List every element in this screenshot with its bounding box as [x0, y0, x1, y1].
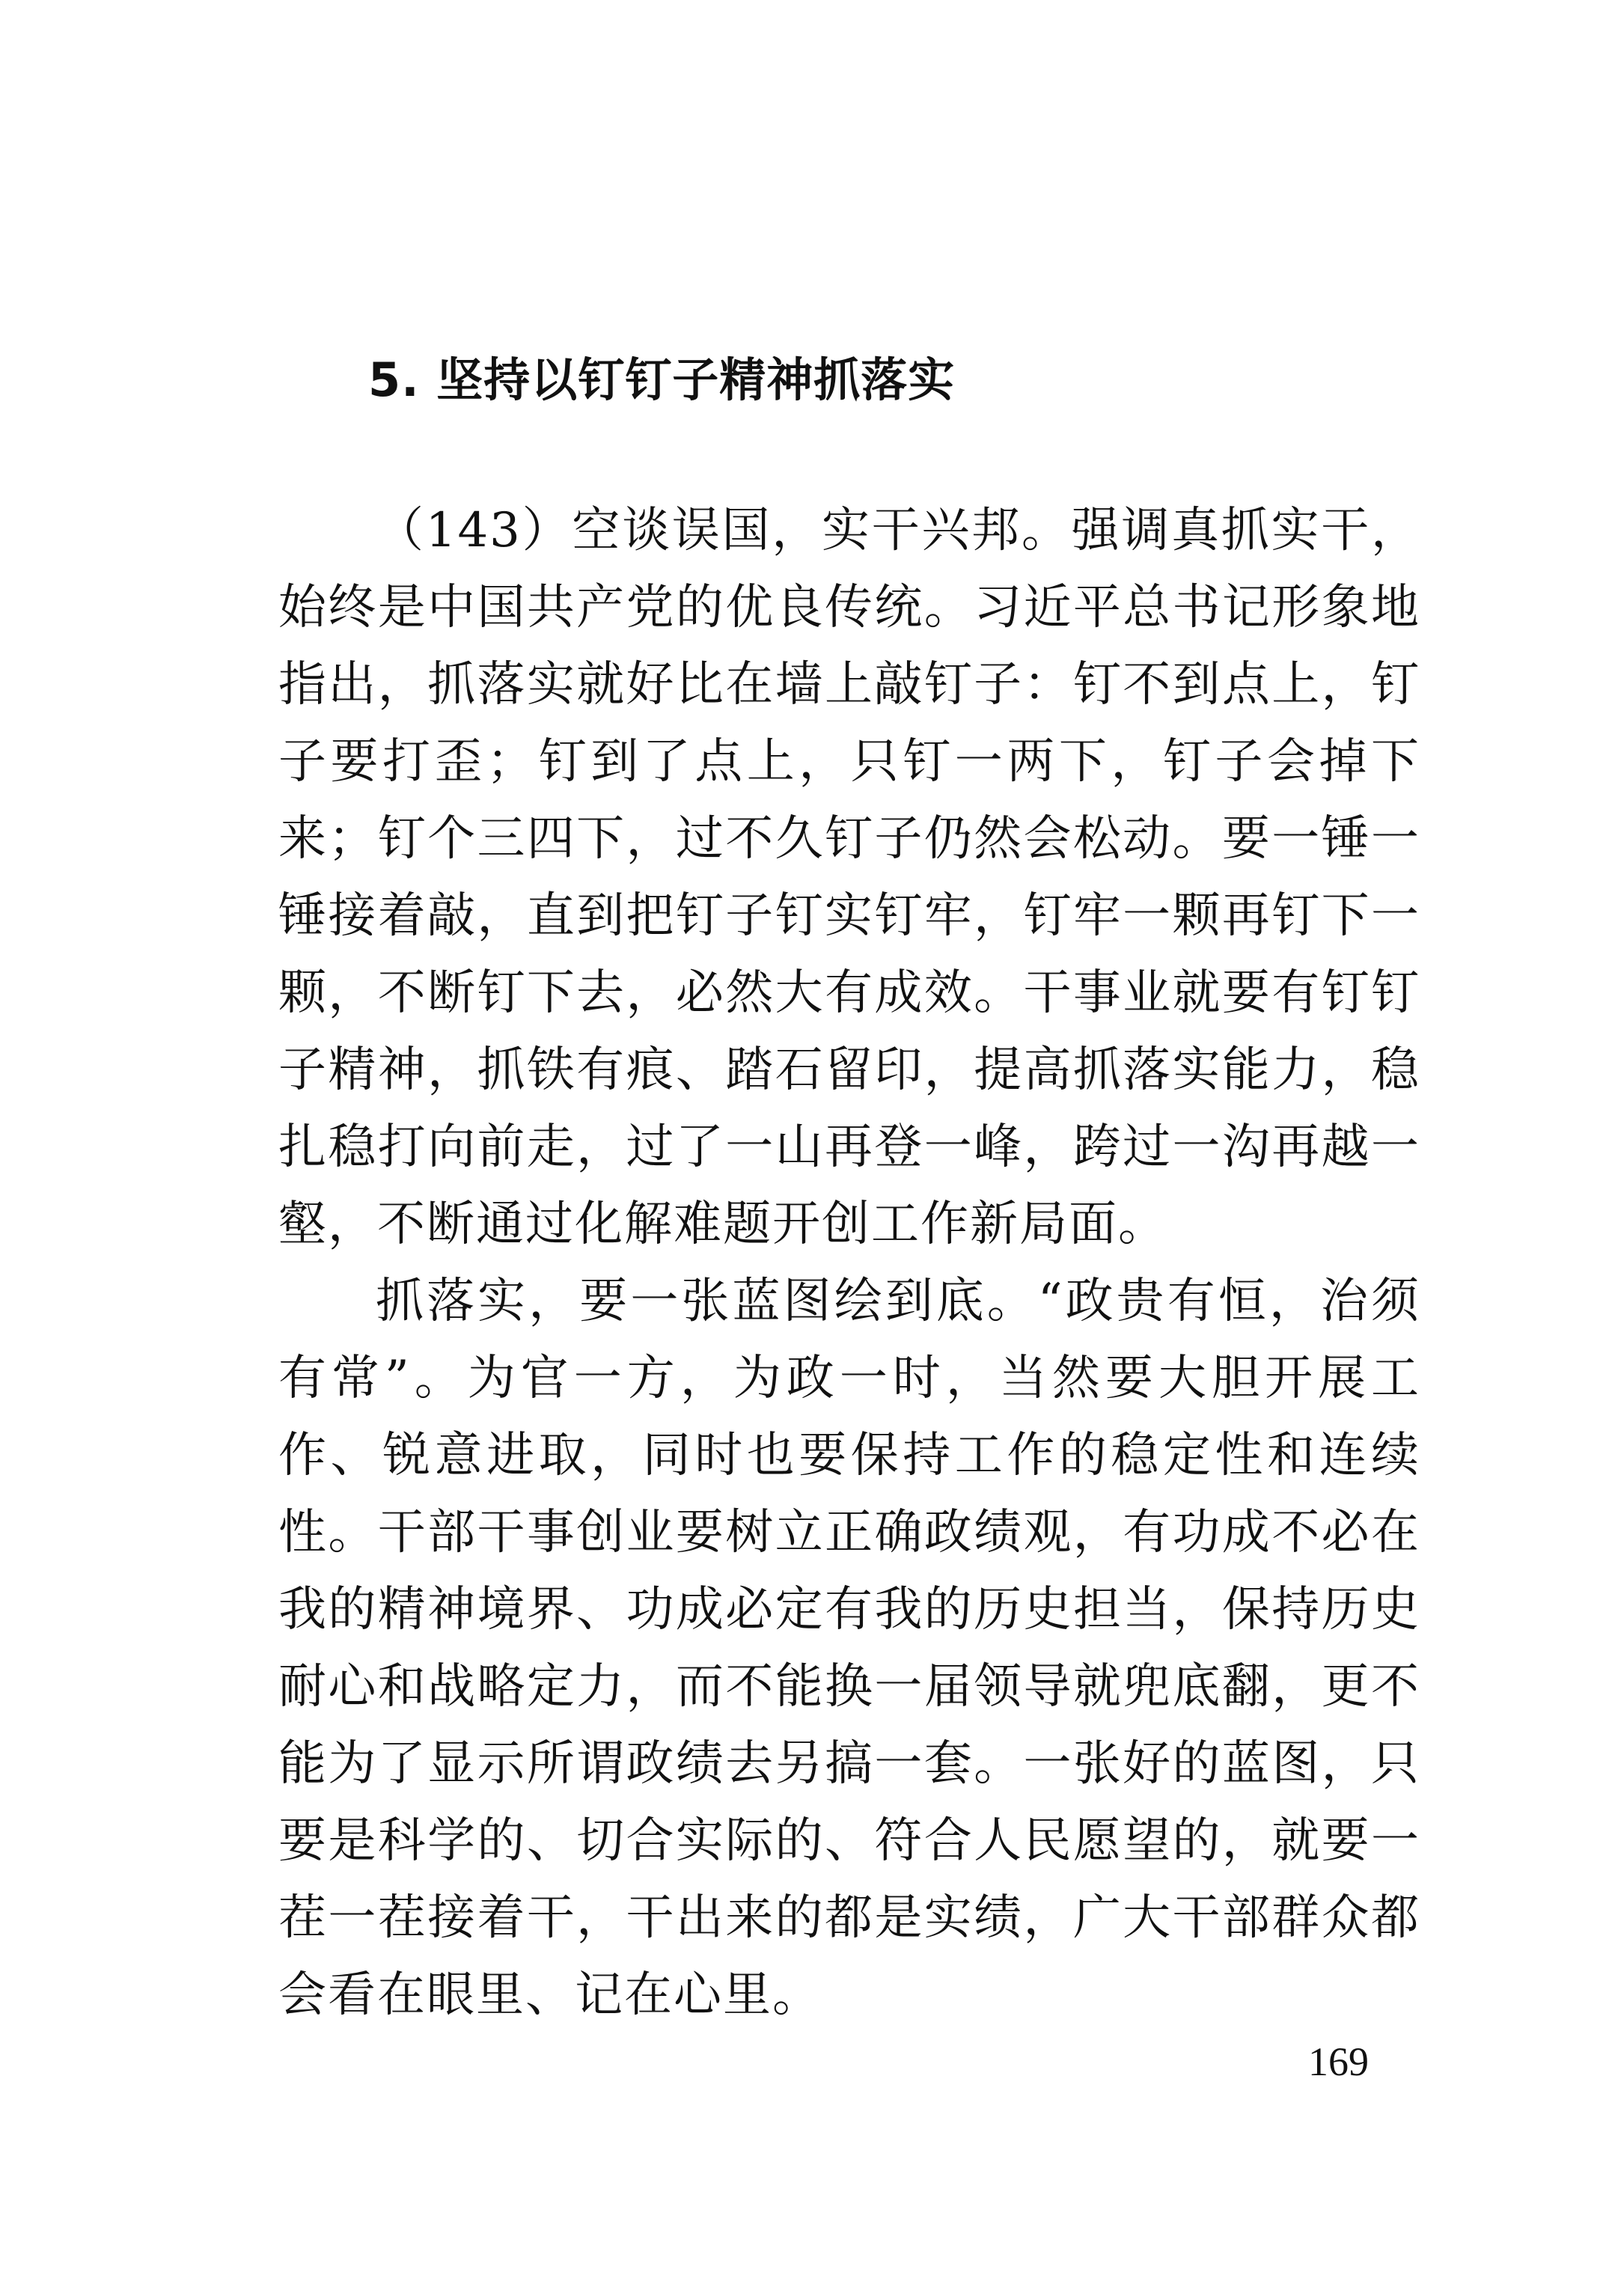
page-number: 169 [1308, 2039, 1369, 2084]
section-title: 5. 坚持以钉钉子精神抓落实 [368, 352, 956, 407]
paragraph-blueprint: 抓落实，要一张蓝图绘到底。“政贵有恒，治须有常”。为官一方，为政一时，当然要大胆开展工作、锐意进取，同时也要保持工作的稳定性和连续性。干部干事创业要树立正确政绩观，有功成不必在我的精神境界、功成必定有我的历史担当，保持历史耐心和战略定力，而不能换一届领导就兜底翻，更不能为了显示所谓政绩去另搞一套。一张好的蓝图，只要是科学的、切合实际的、符合人民愿望的，就要一茬一茬接着干，干出来的都是实绩，广大干部群众都会看在眼里、记在心里。 [278, 1274, 1420, 2023]
body-text [278, 492, 1420, 2034]
paragraph-143: （143）空谈误国，实干兴邦。强调真抓实干，始终是中国共产党的优良传统。习近平总书记形象地指出，抓落实就好比在墙上敲钉子：钉不到点上，钉子要打歪；钉到了点上，只钉一两下，钉子会掉下来；钉个三四下，过不久钉子仍然会松动。要一锤一锤接着敲，直到把钉子钉实钉牢，钉牢一颗再钉下一颗，不断钉下去，必然大有成效。干事业就要有钉钉子精神，抓铁有痕、踏石留印，提高抓落实能力，稳扎稳打向前走，过了一山再登一峰，跨过一沟再越一壑，不断通过化解难题开创工作新局面。 [278, 503, 1420, 1252]
